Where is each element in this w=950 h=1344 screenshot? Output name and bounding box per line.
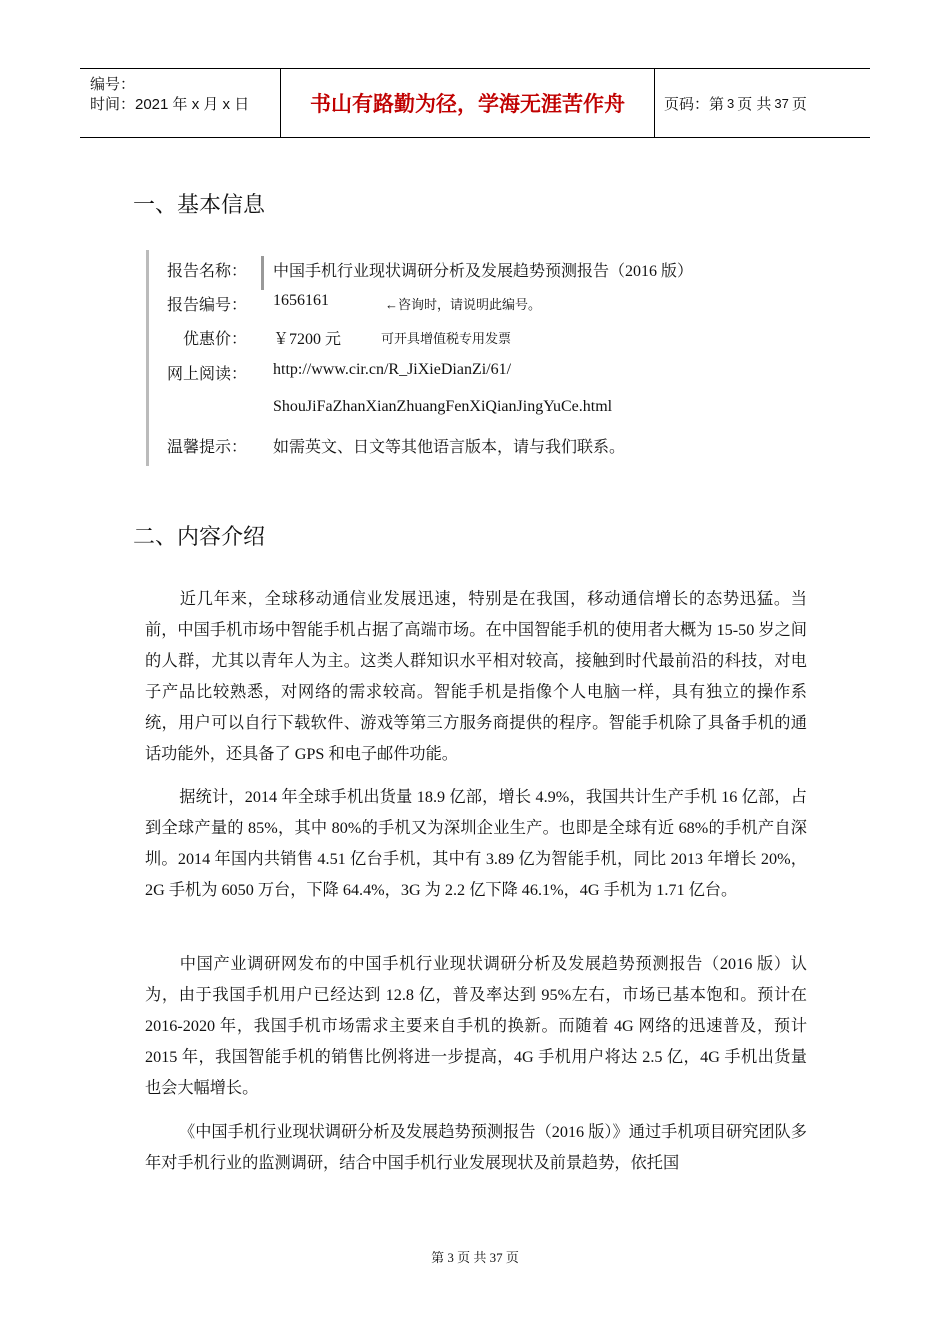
paragraph-3 bbox=[145, 949, 807, 1104]
name-value: 中国手机行业现状调研分析及发展趋势预测报告（2016 版） bbox=[273, 263, 694, 280]
paragraph-3-text: 中国产业调研网发布的中国手机行业现状调研分析及发展趋势预测报告（2016 版）认为，由于我国手机用户已经达到 12.8 亿，普及率达到 95%左右，市场已基本饱和。预计在 2016-2020 年，我国手机市场需求主要来自手机的换新。而随着 4G 网络的迅速普及，预计 2015 年，我国智能手机的销售比例将进一步提高，4G 手机用户将达 2.5 亿，4G 手机出货量也会大幅增长。 bbox=[145, 955, 807, 1097]
info-box bbox=[146, 250, 789, 466]
info-row-url bbox=[149, 361, 789, 391]
footer-pre: 第 bbox=[431, 1250, 445, 1265]
name-label: 报告名称： bbox=[166, 263, 247, 280]
tip-label: 温馨提示： bbox=[166, 439, 247, 456]
paragraph-2-text: 据统计，2014 年全球手机出货量 18.9 亿部，增长 4.9%，我国共计生产手机 16 亿部，占到全球产量的 85%，其中 80%的手机又为深圳企业生产。也即是全球有近 68%的手机产自深圳。2014 年国内共销售 4.51 亿台手机，其中有 3.89 亿为智能手机，同比 2013 年增长 20%，2G 手机为 6050 万台，下降 64.4%，3G 为 2.2 亿下降 46.1%，4G 手机为 1.71 亿台。 bbox=[145, 788, 807, 899]
header-meta bbox=[80, 69, 280, 137]
code-value: 1656161 bbox=[273, 292, 329, 309]
info-row-name bbox=[149, 258, 789, 288]
page-header bbox=[80, 68, 870, 138]
page-suffix: 页 bbox=[791, 95, 807, 113]
url-label: 网上阅读： bbox=[166, 366, 247, 383]
info-row-tip bbox=[149, 434, 789, 464]
footer-post: 页 bbox=[505, 1250, 519, 1265]
paragraph-1-text: 近几年来，全球移动通信业发展迅速，特别是在我国，移动通信增长的态势迅猛。当前，中国手机市场中智能手机占据了高端市场。在中国智能手机的使用者大概为 15-50 岁之间的人群，尤其以青年人为主。这类人群知识水平相对较高，接触到时代最前沿的科技，对电子产品比较熟悉，对网络的需求较高。智能手机是指像个人电脑一样，具有独立的操作系统，用户可以自行下载软件、游戏等第三方服务商提供的程序。智能手机除了具备手机的通话功能外，还具备了 GPS 和电子邮件功能。 bbox=[145, 590, 807, 763]
header-motto: 书山有路勤为径，学海无涯苦作舟 bbox=[280, 69, 655, 137]
info-row-code bbox=[149, 292, 789, 322]
paragraph-4 bbox=[145, 1117, 807, 1179]
section-title-content-intro: 二、内容介绍 bbox=[133, 525, 266, 550]
page-footer bbox=[0, 1247, 950, 1266]
doc-date: 时间：2021 年 x 月 x 日 bbox=[90, 96, 250, 113]
paragraph-2 bbox=[145, 782, 807, 906]
page-prefix: 页码：第 bbox=[664, 95, 725, 113]
footer-page-total: 37 bbox=[489, 1250, 503, 1265]
page-mid: 页 共 bbox=[737, 95, 772, 113]
tip-value: 如需英文、日文等其他语言版本，请与我们联系。 bbox=[273, 439, 626, 456]
price-value: ￥7200 元 bbox=[273, 331, 342, 348]
value-divider bbox=[261, 256, 264, 290]
header-page-info bbox=[654, 69, 870, 137]
code-label: 报告编号： bbox=[166, 297, 247, 314]
info-row-url-cont bbox=[149, 398, 789, 428]
page-total: 37 bbox=[774, 95, 789, 111]
url-link-line2[interactable]: ShouJiFaZhanXianZhuangFenXiQianJingYuCe.html bbox=[273, 398, 613, 415]
doc-number-label: 编号： bbox=[90, 76, 136, 93]
section-title-basic-info: 一、基本信息 bbox=[133, 193, 266, 218]
paragraph-1 bbox=[145, 584, 807, 770]
footer-page-num: 3 bbox=[447, 1250, 454, 1265]
info-row-price bbox=[149, 326, 789, 356]
footer-mid: 页 共 bbox=[457, 1250, 487, 1265]
price-label: 优惠价： bbox=[182, 331, 247, 348]
url-link-line1[interactable]: http://www.cir.cn/R_JiXieDianZi/61/ bbox=[273, 361, 512, 378]
paragraph-4-text: 《中国手机行业现状调研分析及发展趋势预测报告（2016 版）》通过手机项目研究团队多年对手机行业的监测调研，结合中国手机行业发展现状及前景趋势，依托国 bbox=[145, 1123, 807, 1172]
code-note: ←咨询时，请说明此编号。 bbox=[385, 297, 542, 312]
page-current: 3 bbox=[727, 95, 735, 111]
price-note: 可开具增值税专用发票 bbox=[381, 331, 512, 346]
